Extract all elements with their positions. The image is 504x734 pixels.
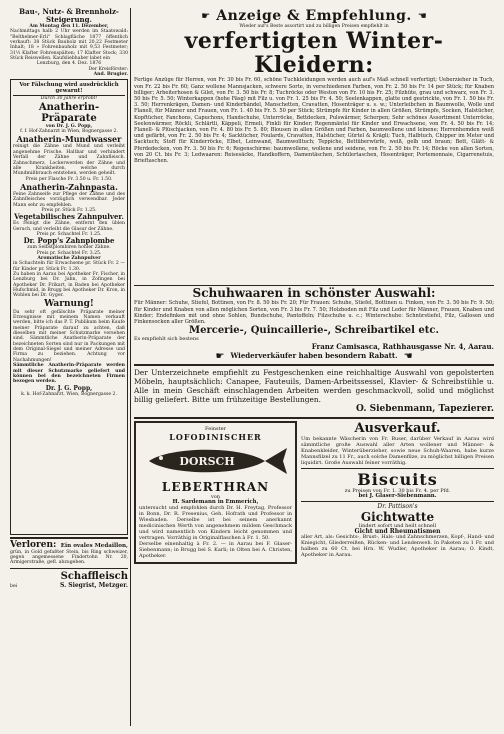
pointing-hand-icon: ☛ [215, 350, 225, 362]
cod-liver-oil-ad [134, 421, 297, 564]
pointing-hand-icon: ☚ [417, 10, 427, 22]
lost-ad [10, 541, 128, 565]
auction-date: Am Montag den 11. Dezember, [29, 24, 109, 29]
auction-office: Der Kreisförster: [88, 66, 128, 72]
clothing-intro: Wieder auf's Beste assortirt und zu billigen Preisen empfiehlt in [239, 24, 389, 29]
anatherin-warning: Warnung! [44, 298, 94, 309]
liver-finest: Feinster [205, 425, 226, 432]
anatherin-prod2-desc: Feine Zahnseife zur Pflege der Zähne und des Zahnfleisches vorzüglich verwendbar. Jeder Mann sehr zu empfehlen. [13, 191, 125, 208]
anatherin-prod4-price: Preis pr. Schachtel Fr. 3.25. [36, 250, 102, 256]
sheep-title: Schaffleisch [60, 570, 128, 582]
anatherin-prod4-desc: zum Selbstplombiren hohler Zähne. [27, 245, 111, 251]
furniture-body: Der Unterzeichnete empfiehlt zu Festgeschenken eine reichhaltige Auswahl von gepolsterten Möbeln, hauptsächlich: Canapee, Fauteuils, Damen-Arbeitssessel, Klavier- & Schreibstühle u. Alle in mein Geschäft einschlagenden Arbeiten werden geschmackvoll, solid und möglichst billig geliefert. Bitte um frühzeitige Bestellungen. [134, 367, 494, 404]
gicht-title: Gichtwatte [360, 509, 435, 524]
mercerie-title: Mercerie-, Quincaillerie-, Schreibartikel etc. [189, 325, 439, 337]
divider [301, 501, 494, 502]
sale-body: Um bekannte Wäscherin von Fr. Buser, darüber Verkauf in Aarau wird sämmtliche große Auswahl aller Arten wollener und Männer- & Knabenkleider, Winterüberzieher, sowie neue Schuh-Waaren, habe kurze Mannsfilzel zu 11 Fr., auch solche Damenfilze, zu möglichst billigen Preisen liquidirt. Große Auswahl feiner vorräthig. [301, 435, 494, 466]
gicht-doctor: Dr. Pattison's [377, 503, 418, 511]
auction-title: Bau-, Nutz- & Brennholz- [19, 7, 119, 16]
shoes-body: Für Männer: Schuhe, Stiefel, Bottinen, von Fr. 8. 50 bis Fr. 20; Für Frauen: Schuhe, Stiefel, Bottinen u. Finken, von Fr. 3. 50 bis Fr. 9. 50; für Kinder und Knaben von allen möglichen Sorten, von Fr. 3 bis Fr. 7. 50; Holzboden mit Filz und Leder für Männer, Frauen, Knaben und Kinder; Endefinken mit und ohne Sohlen, Bundschuhe, Pantoffeln; Filzschuhe u. c.; Winterschuhe: Schnürstiefel, Filz, Gallosen und Finkensocken aller Größen. [134, 300, 494, 325]
anatherin-addr: f. f. Hof-Zahnarzt in Wien, Bognergasse 2. [20, 129, 118, 135]
clothing-body: Fertige Anzüge für Herren, von Fr. 30 bis Fr. 60, schöne Tuchkleidungen werden auch auf's Maß schnell verfertigt; Ueberzieher in Tuch, von Fr. 22 bis Fr. 60; Ganz wollene Mannsjacken, schwere Sorte, in verschiedenen Farben, von Fr. 2. 50 bis Fr. 14 per Stück; für Knaben billiger; Arbeiterhosen & Gilet, von Fr. 3. 50 bis Fr. 8; Tuchröcke oder Weston von Fr. 10 bis Fr. 25; Filzhüte, grau und schwarz, von Fr. 3. 50 bis Fr. 5. 50; Winterkappen (hohe Fäsg) mit Filz u. von Fr. 1. 25 bis Fr. 4. 50; Seelenkappen, glatte und gestrickte, von Fr. 1. 50 bis Fr. 3. 50; Herrenkrägen, Damen- und Kinderbändel, Manschetten, Cravatten, Hosenträger u. s. w.; Unterleibchen in Baumwolle, Wolle und Flanell, für Männer und Frauen, von Fr. 1. 40 bis Fr. 5. 50 per Stück; Strümpfe für Kinder in allen Größen, Strümpfe, Socken, Halstücher, Kopftücher, Fanchons, Capuchons, Handschuhe, Unterröcke, Bettdecken, Pulswärmer, Scherpen; Sehr schönes Assortiment Unterröcke, Seelenwärmer, Röckli, Schlärtli, Käppeli, Ermeli, Finkli für Kinder; Regenmäntel für Kinder und Erwachsene, von Fr. 4. 50 bis Fr. 14; Flanell- & Plüschjacken, von Fr. 4. 80 bis Fr. 5. 80; Blousen in allen Größen und Farben, baumwollene und leinene; Herrenhemden weiß und gefärbt, von Fr. 2. 50 bis Fr. 4; Sacktücher, Foulards, Cravatten, Halstücher, Gürtel & Krägli; Tuch, Halbtuch, Chipper im Meter und Sacktuch; Stoff für Kinderröcke, Elbet, Leinwand, Baumwolltuch; Teppiche, Bettüberwürfe, weiß, gelb und braun; Bett, Glätt- & Pferdedecken, von Fr. 3. 50 bis Fr. 6; Regenschirme: baumwollene, wollene und seidene, von Fr. 2. 50 bis Fr. 14; Röcke von allen Sorten, von 20 Ct. bis Fr. 3; Ledwaaren: Reisesäcke, Handkoffern, Damentäschen, Schülertaschen, Hosenträger, Portemonnaie, Cigarrenetuis, Brieftaschen. [134, 77, 494, 164]
auction-place: Lenzburg, den 4. Dez. 1876 [36, 61, 102, 67]
anatherin-signature: Dr. J. G. Popp, [45, 384, 93, 392]
liver-maker: H. Sardemann in Emmerich, [172, 498, 259, 505]
anatherin-warning-body: Da sehr oft gefälschte Präparate meiner Erzeugnisse mit meinem Namen verkauft werden, bitte ich das P. T. Publikum beim Kaufe meiner Präparate darauf zu achten, daß dieselben mit meiner Schutzmarke versehen sind. Sämmtliche Anatherin-Präparate der bezeichneten Sorten sind nur in Packungen mit dem Original-Siegel und meiner Adresse und Firma zu beziehen. Achtung vor Nachahmungen! [13, 309, 125, 363]
sale-title: Ausverkauf. [354, 420, 441, 436]
gicht-head: Gicht und Rheumatismen [354, 527, 441, 535]
anatherin-prod4: Dr. Popp's Zahnplombe [23, 236, 115, 246]
column-divider [130, 8, 131, 726]
gicht-ad [301, 504, 494, 558]
gicht-sub: lindert sofort und heilt schnell [358, 522, 437, 529]
cod-fish-icon [141, 444, 291, 478]
anatherin-prod2-price: Preis pr. Stück Fr. 1.25. [41, 207, 97, 213]
furniture-seller: O. Siebenmann, Tapezierer. [356, 403, 494, 414]
anatherin-since: Durch 30 Jahre erprobt! [40, 96, 98, 102]
bottom-ads [134, 421, 494, 564]
sale-ad [301, 421, 494, 466]
divider [10, 537, 128, 539]
sheep-seller: S. Siegrist, Metzger. [59, 581, 128, 589]
camisasca-seller: Franz Camisasca, Rathhausgasse Nr. 4, Aarau. [311, 341, 494, 351]
mercerie-note: Es empfiehlt sich bestens [134, 336, 199, 343]
lost-title-right: Ein ovales Medaillon, [60, 543, 128, 550]
shoes-title: Schuhwaaren in schönster Auswahl: [134, 285, 494, 300]
anatherin-name: Anatherin-Präparate [38, 101, 100, 124]
discount-note: Wiederverkäufer haben besondern Rabatt. [230, 351, 398, 360]
anatherin-prod5: Aromatische Zahnpulver [37, 255, 101, 261]
anatherin-sig-addr: k. k. Hof-Zahnarzt, Wien, Bognergasse 2. [21, 391, 117, 397]
biscuits-ad [301, 471, 494, 500]
anatherin-final: Sämmtliche Anatherin-Präparate werden mit dieser Schutzmarke geliefert und können bei den bezeichneten Firmen bezogen werden. [13, 363, 125, 385]
anatherin-prod3-desc: Es reinigt die Zähne, entfernt den üblen Geruch, und verleiht die Glasur der Zähne. [13, 221, 125, 232]
left-column [10, 8, 128, 726]
anatherin-dealers: Zu haben in Aarau bei Apotheker Fr. Fischer, in Lenzburg bei Dr. Jahn, in Zofingen bei Apotheker Dr. Frikart, in Baden bei Apotheker Hufschmid, in Brugg bei Apotheker Dr. Kron, in Wohlen bei Dr. Gyger. [13, 272, 125, 299]
newspaper-page [10, 8, 494, 726]
biscuits-by: bei J. Glaser-Siebenmann. [358, 492, 437, 499]
auction-signature: And. Brugier. [93, 72, 128, 78]
anatherin-prod1-desc: reinigt die Zähne und Mund und verleiht angenehme Frische. Haltbar und verhindert Verfall der Zähne und Zahnfleisch. Zahnschmerz, Lockerwerden der Zähne und alle Krankheiten, welche durch Mundmißbrauch entstehen, werden geheilt. [13, 144, 125, 177]
furniture-ad [134, 368, 494, 415]
auction-title-2: Steigerung. [46, 15, 92, 24]
divider [134, 364, 494, 366]
fish-label: DORSCH [178, 454, 235, 468]
liver-body: untersucht und empfohlen durch Dr. H. Freytag, Professor in Bonn, Dr. R. Fresenius, Geh. Hofrath und Professor in Wiesbaden. Derselbe ist bei seinem anerkannt medicinischen Werth von angenehmem mildem Geschmack und wird namentlich von Kindern leicht genommen und vertragen. Vorräthig in Originalflaschen à Fr. 1. 50. [139, 504, 292, 541]
anatherin-prod1: Anatherin-Mundwasser [16, 134, 122, 145]
anatherin-warn: Vor Fälschung wird ausdrücklich gewarnt! [13, 82, 125, 96]
biscuits-price: zu Preisen von Fr. 1. 30 bis Fr. 4. per Pfd. [344, 487, 451, 494]
gicht-body: aller Art, als: Gesichts-, Brust-, Hals- und Zahnschmerzen, Kopf-, Hand- und Kniegicht, Gliederreißen, Rücken- und Lendenweh. In Paketen zu 1 Fr. und halben zu 60 Ct. bei Hrn. W. Wudler, Apotheker in Aarau; O. Kindt, Apotheker in Aarau. [301, 534, 494, 559]
liver-brand: LOFODINISCHER [169, 431, 262, 442]
divider [301, 468, 494, 469]
anatherin-prod5-desc: in Schachteln für Erwachsene pr. Stück Fr. 2 — für Kinder pr. Stück Fr. 1.30. [13, 261, 125, 272]
pointing-hand-icon: ☛ [201, 10, 211, 22]
right-bottom-ads [301, 421, 494, 559]
right-column [134, 8, 494, 726]
liver-big: LEBERTHRAN [161, 479, 270, 494]
anatherin-prod1-price: Preis per Flasche Fr. 3.50 u. Fr. 1.50. [25, 176, 113, 182]
clothing-ad [134, 8, 494, 362]
divider [10, 568, 128, 569]
anatherin-ad [10, 79, 128, 535]
lost-body: grün, in Gold gefaßter Stein, bis Ring schweizer, gegen angemessene Findertohn Nr. 20, Armigerstraße, gefl. abzugeben. [10, 549, 128, 566]
liver-from: von [210, 493, 221, 500]
anatherin-prod3: Vegetabilisches Zahnpulver. [14, 212, 124, 222]
biscuits-title: Biscuits [357, 469, 438, 489]
sheep-ad [10, 571, 128, 589]
anatherin-prod3-price: Preis pr. Schachtel Fr. 1.25. [36, 231, 102, 237]
clothing-title: Anzeige & Empfehlung. [216, 8, 412, 24]
liver-dealers: Derselbe einenhaltig à Fr. 2. — in Aarau bei F. Glaser-Siebenmann; in Brugg bei S. Karli; in Olten bei A. Christen, Apotheker. [139, 540, 292, 559]
lost-title: Verloren: [10, 540, 57, 551]
auction-body: Nachmittags halb 2 Uhr werden im Staatswald: "Belthelmer-Erli" Schlagfläche 1877 öffentlich verkauft: 38 Stück Bauholz mit 20,22 Festmeter Inhalt; 18 » Fohrenbauholz mit 9,53 Festmeter; 31½ Klafter Fohrenspälten; 17 Klafter Stock; 330 Stück Reiswellen. Kaufsliebhaber labet ein [10, 29, 128, 62]
auction-ad [10, 8, 128, 77]
pointing-hand-icon: ☚ [403, 350, 413, 362]
anatherin-by: von Dr. J. G. Popp, [45, 123, 93, 129]
anatherin-prod2: Anatherin-Zahnpasta. [20, 181, 118, 192]
clothing-headline: verfertigten Winter-Kleidern: [184, 28, 444, 79]
sheep-by: bei [10, 583, 18, 589]
divider [134, 417, 494, 419]
